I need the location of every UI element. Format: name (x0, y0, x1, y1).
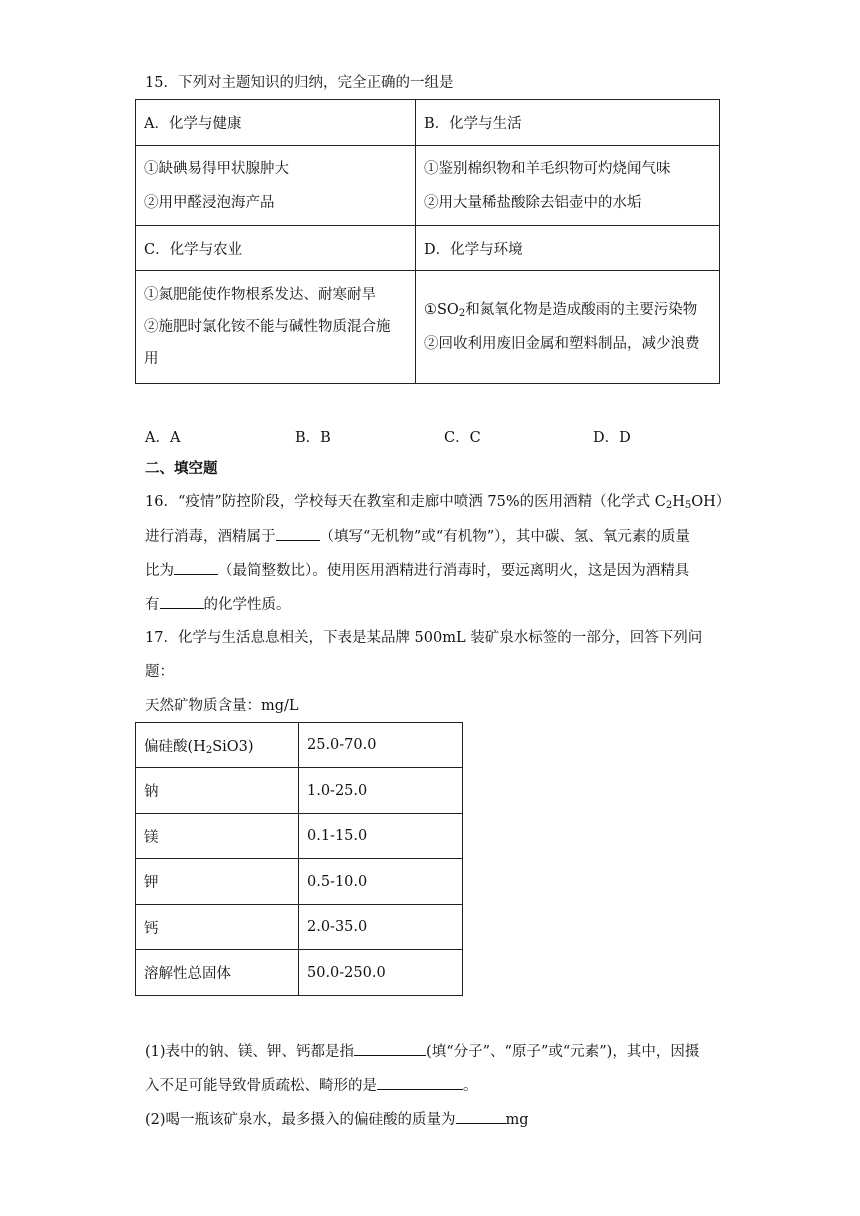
q16-line-4: 有 的化学性质。 (145, 594, 291, 615)
mineral-value: 2.0-35.0 (299, 905, 463, 950)
mineral-name: 钙 (136, 905, 299, 950)
table-row (136, 859, 463, 905)
cell-b-head: B．化学与生活 (416, 100, 720, 146)
mineral-value: 0.1-15.0 (299, 814, 463, 859)
q15-option-a[interactable]: A．A (145, 430, 181, 446)
a-item-2: ②用甲醛浸泡海产品 (144, 194, 275, 211)
q17-line-1: 17．化学与生活息息相关，下表是某品牌 500mL 装矿泉水标签的一部分，回答下列问 (145, 630, 703, 646)
q17-sub1-line-1: (1)表中的钠、镁、钾、钙都是指 (填“分子”、“原子”或“元素”)，其中，因摄 (145, 1041, 699, 1062)
q16-line-2: 进行消毒，酒精属于 （填写“无机物”或“有机物”），其中碳、氢、氧元素的质量 (145, 526, 690, 547)
cell-b-body (416, 146, 720, 226)
cell-a-head: A．化学与健康 (136, 100, 416, 146)
q17-line-2: 题： (145, 664, 174, 680)
d-item-1: $①SO_2$和氮氧化物是造成酸雨的主要污染物 (424, 302, 698, 319)
q17-blank-2[interactable] (377, 1075, 463, 1090)
q16-blank-3[interactable] (160, 594, 204, 609)
q17-sub2-line: (2)喝一瓶该矿泉水，最多摄入的偏硅酸的质量为 mg (145, 1109, 529, 1130)
table-row (136, 950, 463, 996)
q17-blank-1[interactable] (354, 1041, 426, 1056)
mineral-value: 25.0-70.0 (299, 723, 463, 768)
q15-option-d[interactable]: D．D (593, 430, 631, 446)
q17-blank-3[interactable] (456, 1109, 506, 1124)
mineral-name: 偏硅酸$(H_2SiO3)$ (136, 723, 299, 768)
q16-blank-1[interactable] (276, 526, 320, 541)
cell-d-body (416, 271, 720, 384)
mineral-value: 1.0-25.0 (299, 768, 463, 814)
a-item-1: ①缺碘易得甲状腺肿大 (144, 160, 289, 177)
mineral-name: 溶解性总固体 (136, 950, 299, 996)
q17-sub1-line-2: 入不足可能导致骨质疏松、畸形的是 。 (145, 1075, 478, 1096)
c-item-2-cont: 用 (144, 351, 159, 367)
mineral-value: 0.5-10.0 (299, 859, 463, 905)
table-row (136, 768, 463, 814)
cell-d-head: D．化学与环境 (416, 226, 720, 271)
q15-option-c[interactable]: C．C (444, 430, 481, 446)
mineral-table (135, 722, 463, 996)
c-item-2: ②施肥时氯化铵不能与碱性物质混合施 (144, 319, 391, 335)
q16-line-1: 16．“疫情”防控阶段，学校每天在教室和走廊中喷洒 75%的医用酒精（化学式 $C_2H_5OH$） (145, 494, 731, 511)
table-row (136, 723, 463, 768)
mineral-name: 镁 (136, 814, 299, 859)
q16-blank-2[interactable] (174, 560, 218, 575)
b-item-2: ②用大量稀盐酸除去铝壶中的水垢 (424, 194, 642, 211)
cell-a-body (136, 146, 416, 226)
d-item-2: ②回收利用废旧金属和塑料制品，减少浪费 (424, 336, 700, 352)
cell-c-head: C．化学与农业 (136, 226, 416, 271)
b-item-1: ①鉴别棉织物和羊毛织物可灼烧闻气味 (424, 160, 671, 177)
c-item-1: ①氮肥能使作物根系发达、耐寒耐旱 (144, 287, 376, 303)
q16-line-3: 比为 （最简整数比）。使用医用酒精进行消毒时，要远离明火，这是因为酒精具 (145, 560, 689, 581)
q15-option-b[interactable]: B．B (295, 430, 331, 446)
table-row (136, 905, 463, 950)
q15-table (135, 99, 720, 384)
section-title: 二、填空题 (145, 461, 218, 477)
mineral-name: 钠 (136, 768, 299, 814)
q15-stem: 15．下列对主题知识的归纳，完全正确的一组是 (145, 75, 454, 91)
mineral-name: 钾 (136, 859, 299, 905)
cell-c-body (136, 271, 416, 384)
q17-caption: 天然矿物质含量：mg/L (145, 698, 299, 714)
table-row (136, 814, 463, 859)
mineral-value: 50.0-250.0 (299, 950, 463, 996)
